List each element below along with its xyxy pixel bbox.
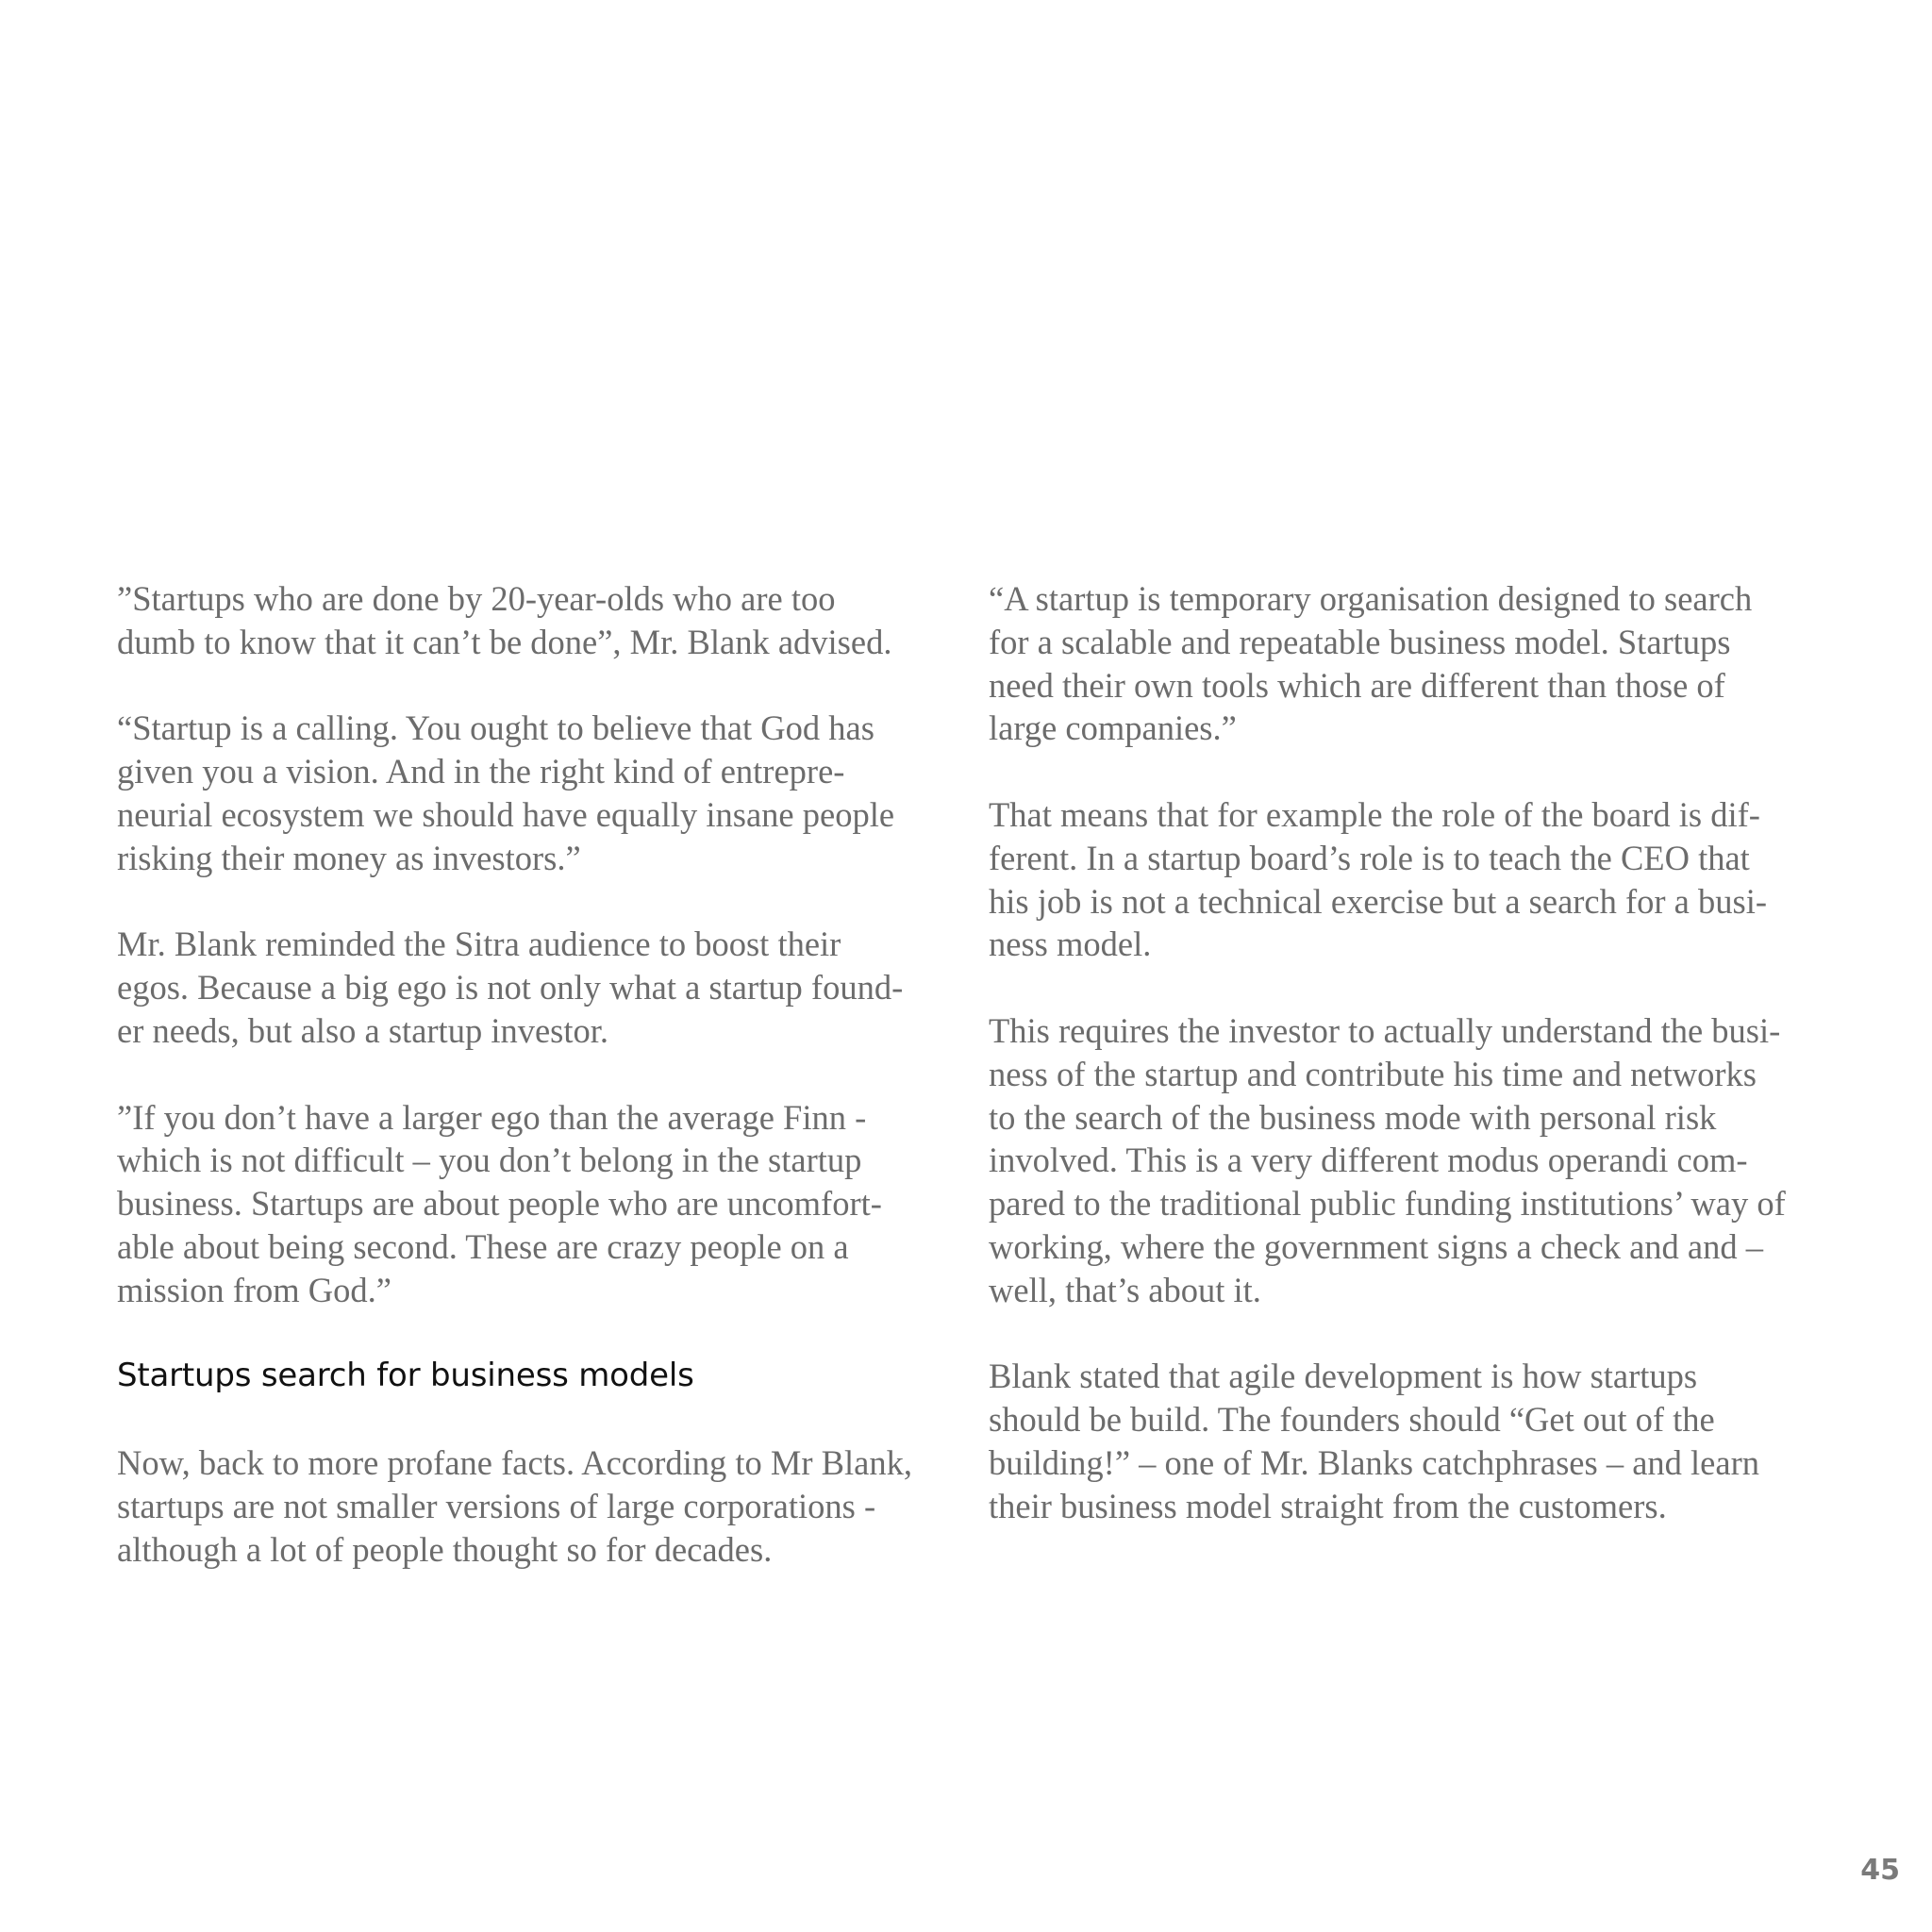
paragraph-startup-definition: “A startup is temporary organisation designed to search for a scalable and repeatable business model. Startups need their own tools which are different than those of large companies.” xyxy=(989,579,1753,748)
right-column xyxy=(989,577,1838,1528)
page-number: 45 xyxy=(1860,1854,1900,1887)
paragraph-agile-development: Blank stated that agile development is how startups should be build. The founders should “Get out of the building!” – one of Mr. Blanks catchphrases – and learn their business model straight from the customers. xyxy=(989,1357,1759,1525)
left-column xyxy=(117,577,966,1571)
section-heading: Startups search for business models xyxy=(117,1357,694,1395)
paragraph-finn-ego-quote: ”If you don’t have a larger ego than the average Finn - which is not difficult – you don’t belong in the startup business. Startups are about people who are uncomfort- able about being second. These are crazy people on a mission from God.” xyxy=(117,1097,882,1309)
paragraph-investor-requirements: This requires the investor to actually understand the busi- ness of the startup and contribute his time and networks to the search of the business mode with personal risk involved. This is a very different modus operandi com- pared to the traditional public funding institutions’ way of working, where the government signs a check and and – well, that’s about it. xyxy=(989,1010,1786,1309)
paragraph-profane-facts: Now, back to more profane facts. According to Mr Blank, startups are not smaller versions of large corporations - although a lot of people thought so for decades. xyxy=(117,1442,912,1569)
paragraph-young-founders-quote: ”Startups who are done by 20-year-olds who are too dumb to know that it can’t be done”, Mr. Blank advised. xyxy=(117,579,892,661)
paragraph-calling-quote: “Startup is a calling. You ought to believe that God has given you a vision. And in the right kind of entrepre- neurial ecosystem we should have equally insane people risking their money as investors.” xyxy=(117,708,895,877)
paragraph-ego-reminder: Mr. Blank reminded the Sitra audience to boost their egos. Because a big ego is not only what a startup found- er needs, but also a startup investor. xyxy=(117,924,904,1050)
paragraph-board-role: That means that for example the role of the board is dif- ferent. In a startup board’s role is to teach the CEO that his job is not a technical exercise but a search for a busi- ness model. xyxy=(989,794,1768,964)
